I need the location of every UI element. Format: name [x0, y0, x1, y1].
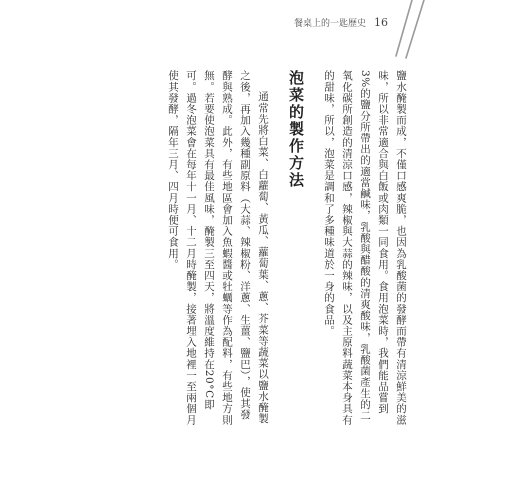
- page-number: 16: [374, 16, 388, 29]
- chopsticks-icon: [392, 0, 428, 60]
- running-title: 餐桌上的一匙歷史: [293, 19, 366, 29]
- paragraph: 通常先將白菜、白蘿蔔、黃瓜、蘿蔔葉、蔥、芥菜等蔬菜以鹽水醃製之後，再加入幾種副原料（大蒜、辣椒粉、洋蔥、生薑、鹽巴），使其發酵與熟成。此外，有些地區會加入魚蝦醬或牡蠣等作為配料，有些地方則無。若要使泡菜具有最佳風味，醃製三至四天，將溫度維持在20°C即可。過冬泡菜會在每年十一月、十二月時醃製，接著埋入地裡一至兩個月使其發酵，隔年三月、四月時便可食用。: [167, 70, 269, 426]
- body-text: [160, 70, 410, 430]
- running-header: [294, 16, 388, 29]
- paragraph: 鹽水醃製而成，不僅口感爽脆，也因為乳酸菌的發酵而帶有清涼鮮美的滋味，所以非常適合與白飯或肉類一同食用。食用泡菜時，我們能品嘗到3%的鹽分所帶出的適當鹹味，乳酸與醋酸的清爽酸味，乳酸菌產生的二氧化碳所創造的清涼口感，辣椒與大蒜的辣味，以及主原料蔬菜本身具有的甜味，所以，泡菜是調和了多種味道於一身的食品。: [323, 70, 407, 426]
- section-title: 泡菜的製作方法: [287, 70, 305, 189]
